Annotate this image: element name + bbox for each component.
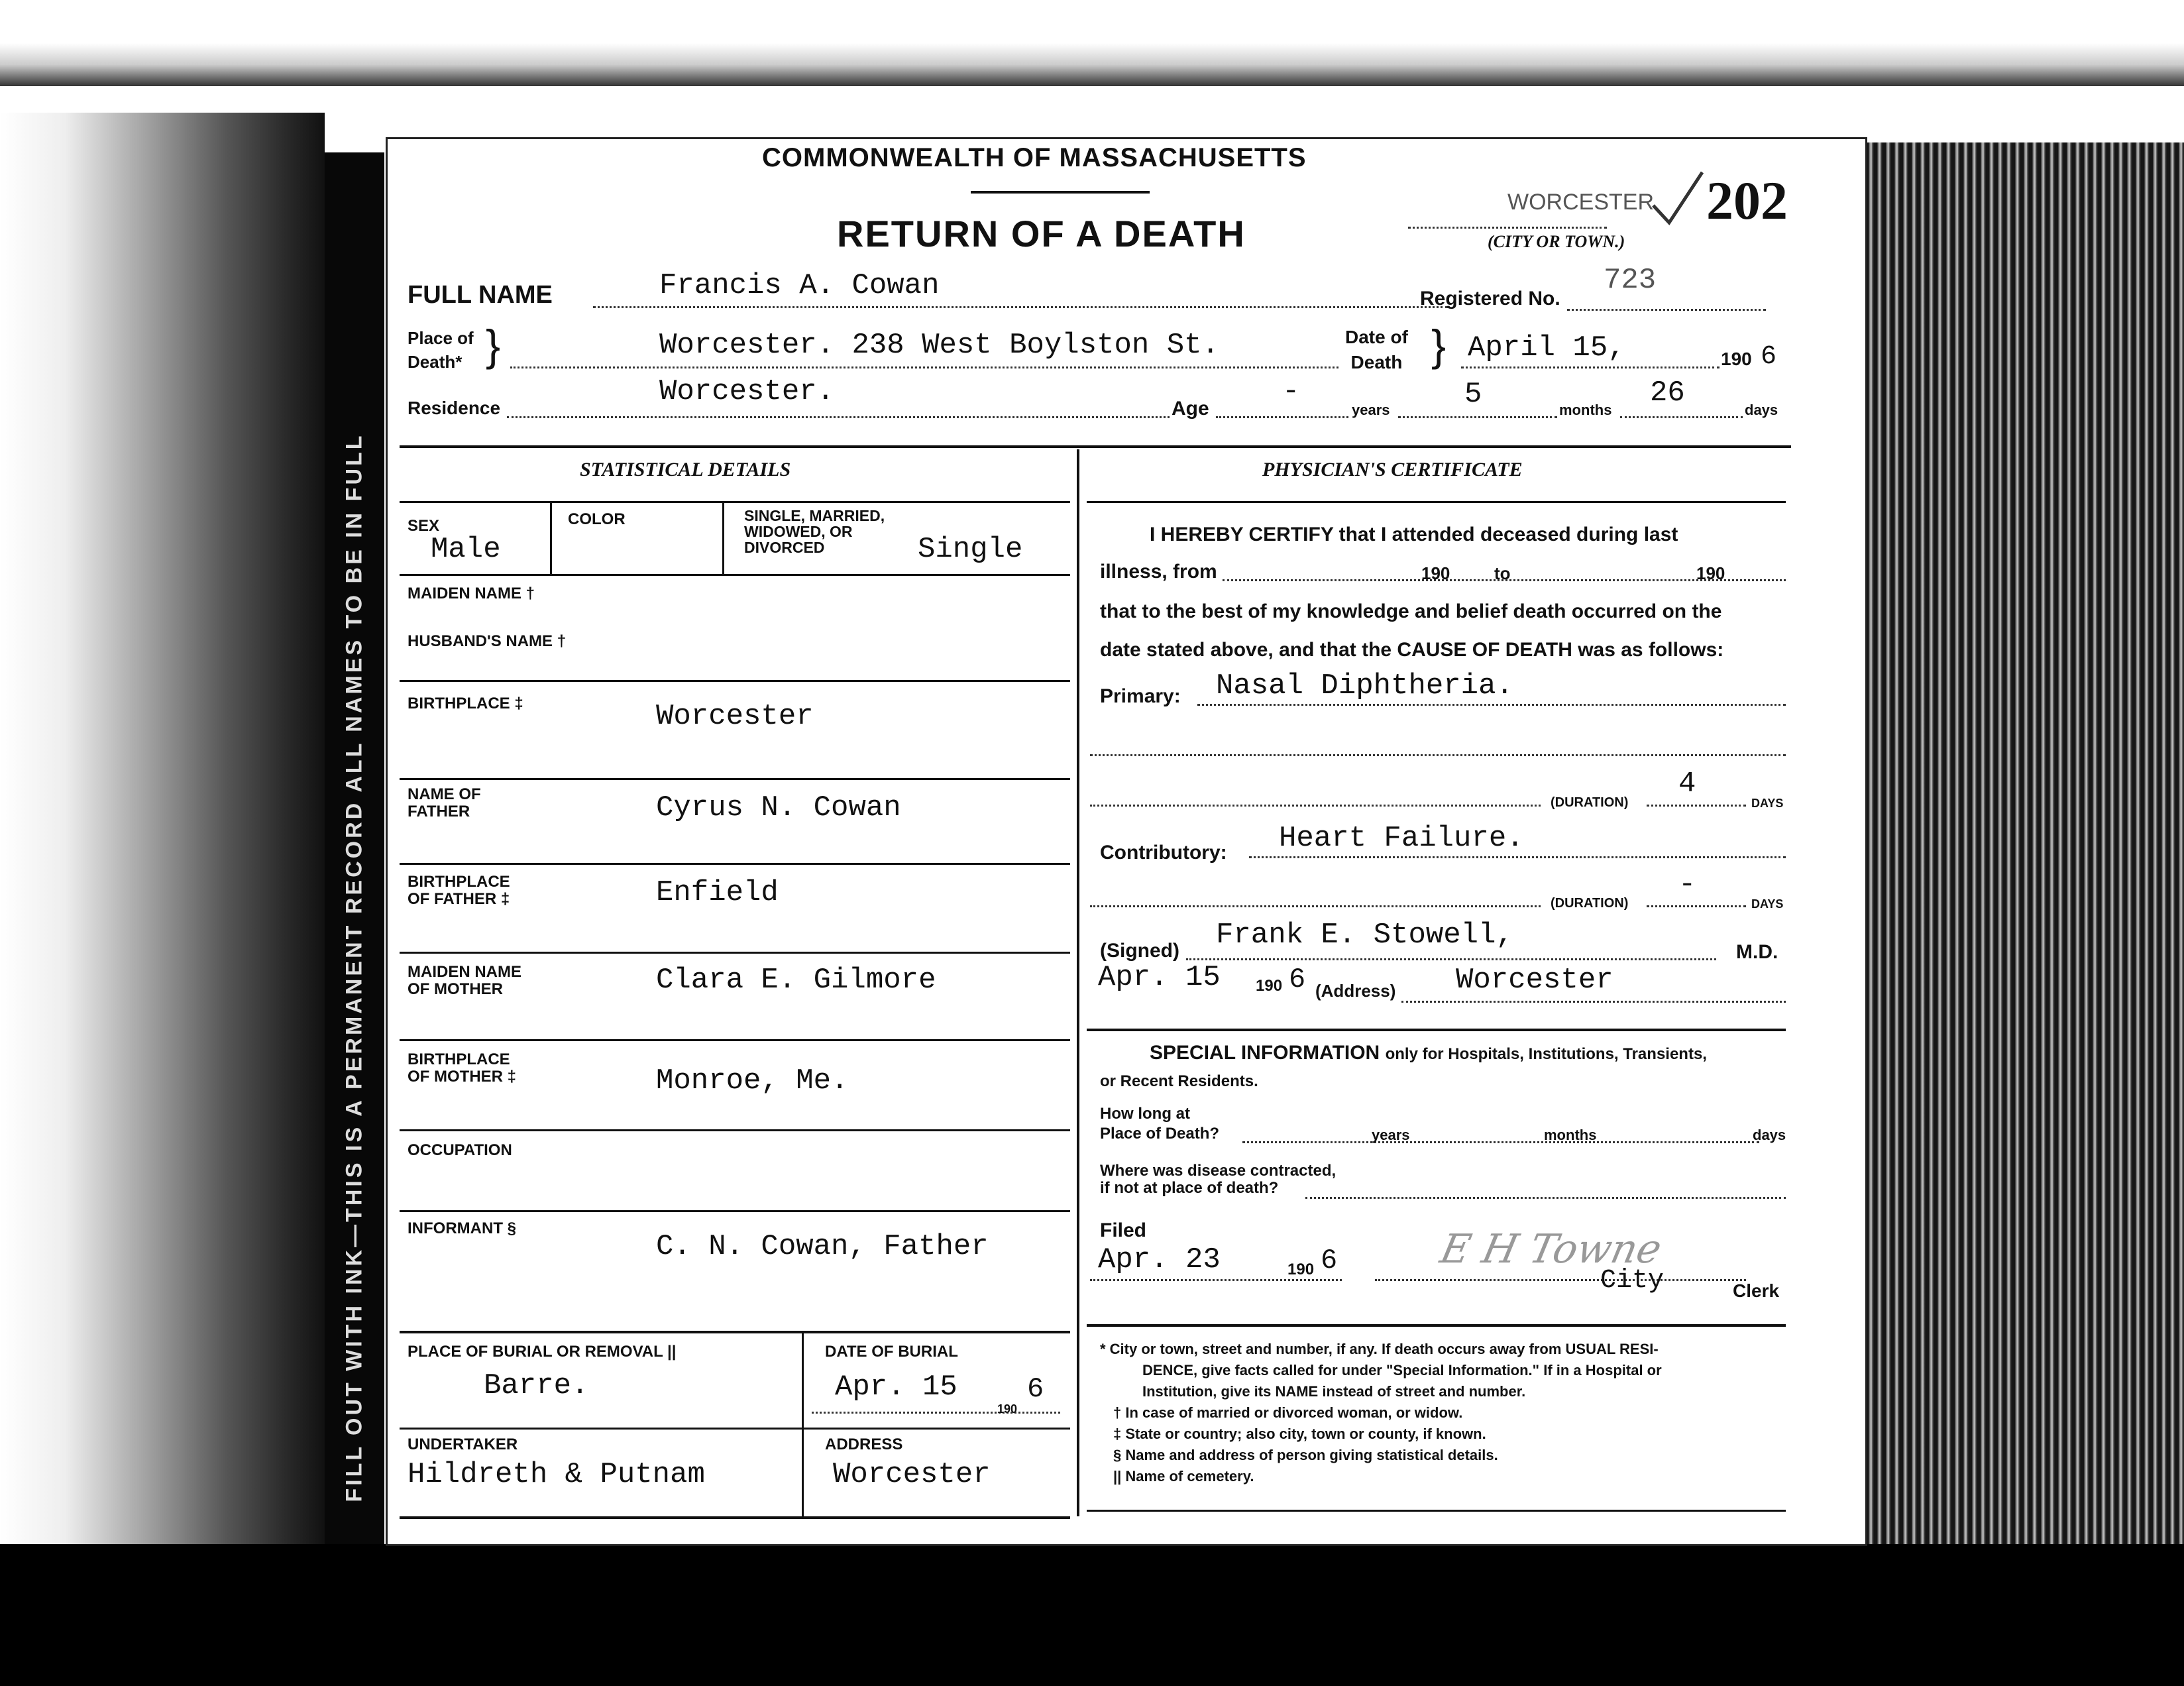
signed-label: (Signed) [1100, 940, 1179, 962]
mother-birthplace: Monroe, Me. [656, 1064, 849, 1097]
place-of-death: Worcester. 238 West Boylston St. [659, 329, 1219, 362]
stat-rule-8 [400, 1129, 1070, 1131]
color-label: COLOR [568, 510, 626, 528]
where-line [1305, 1197, 1786, 1199]
how-long-years-label: years [1372, 1127, 1410, 1143]
marital-label: SINGLE, MARRIED, WIDOWED, OR DIVORCED [744, 507, 885, 556]
clerk-label: Clerk [1733, 1280, 1780, 1301]
date-year-digit: 6 [1761, 342, 1777, 372]
special-heading: SPECIAL INFORMATION only for Hospitals, Institutions, Transients, [1150, 1042, 1707, 1064]
illness-from-label: illness, from [1100, 561, 1217, 583]
death-certificate [388, 139, 1865, 1544]
stat-rule-4 [400, 778, 1070, 780]
birthplace: Worcester [656, 700, 814, 733]
filed-year-prefix: 190 [1287, 1261, 1315, 1278]
illness-to-label: to [1494, 563, 1511, 583]
stat-rule-6 [400, 952, 1070, 954]
registered-label: Registered No. [1420, 288, 1560, 309]
how-long-line [1242, 1141, 1759, 1143]
cert-line-3: that to the best of my knowledge and belief death occurred on the [1100, 600, 1722, 622]
physician-signature: Frank E. Stowell, [1216, 919, 1513, 952]
city-caption: (CITY OR TOWN.) [1488, 232, 1625, 251]
father-name: Cyrus N. Cowan [656, 791, 901, 824]
burial-place-label: PLACE OF BURIAL OR REMOVAL || [408, 1343, 677, 1361]
husband-name-label: HUSBAND'S NAME † [408, 632, 567, 650]
age-days: 26 [1650, 376, 1685, 410]
cert-line-4: date stated above, and that the CAUSE OF DEATH was as follows: [1100, 639, 1724, 661]
burial-date: Apr. 15 [835, 1371, 957, 1404]
special-line-2: or Recent Residents. [1100, 1072, 1258, 1090]
date-line [1461, 366, 1720, 368]
checkmark-icon [1647, 168, 1706, 228]
phys-bottom-rule [1087, 1510, 1786, 1512]
father-birthplace: Enfield [656, 876, 779, 909]
primary-days-label: DAYS [1751, 797, 1784, 810]
contrib-days-label: DAYS [1751, 897, 1784, 911]
maiden-name-label: MAIDEN NAME † [408, 585, 535, 602]
date-year-prefix: 190 [1721, 349, 1752, 369]
place-line [510, 366, 1338, 368]
stat-bottom-rule [400, 1516, 1070, 1519]
occupation-label: OCCUPATION [408, 1141, 512, 1159]
residence-line [507, 416, 1170, 418]
phys-rule-3 [1087, 1324, 1786, 1327]
date-of-death-label: Date of Death [1345, 327, 1408, 372]
contrib-duration-line [1090, 905, 1541, 907]
marital-status: Single [918, 533, 1023, 566]
months-label: months [1559, 402, 1612, 418]
burial-date-line [812, 1412, 1060, 1414]
contributory-line [1249, 856, 1786, 858]
contrib-duration: - [1678, 868, 1696, 901]
primary-line-2 [1090, 754, 1786, 756]
stat-rule-11 [400, 1428, 1070, 1430]
primary-label: Primary: [1100, 685, 1181, 707]
sex-divider [550, 502, 552, 574]
burial-place: Barre. [484, 1369, 589, 1402]
address-line [1401, 1001, 1786, 1003]
age-years: - [1282, 375, 1300, 408]
stat-rule-9 [400, 1210, 1070, 1212]
undertaker-address: Worcester [833, 1458, 991, 1491]
page-number: 202 [1706, 170, 1788, 231]
father-birthplace-label: BIRTHPLACE OF FATHER ‡ [408, 873, 510, 908]
stat-rule-7 [400, 1039, 1070, 1041]
binding-instruction: FILL OUT WITH INK—THIS IS A PERMANENT RECORD ALL NAMES TO BE IN FULL [341, 433, 367, 1502]
footnotes [1100, 1339, 1662, 1487]
state-heading: COMMONWEALTH OF MASSACHUSETTS [762, 143, 1307, 172]
illness-year-b: 190 [1696, 563, 1725, 583]
age-label: Age [1172, 398, 1209, 420]
city-line [1408, 227, 1607, 229]
statistical-heading: STATISTICAL DETAILS [580, 459, 791, 480]
illness-year-a: 190 [1421, 563, 1450, 583]
cert-line-1: I HEREBY CERTIFY that I attended deceased during last [1150, 524, 1678, 545]
burial-year-digit: 6 [1027, 1373, 1044, 1405]
full-name: Francis A. Cowan [659, 269, 940, 302]
how-long-months-label: months [1544, 1127, 1597, 1143]
registered-number: 723 [1604, 264, 1657, 297]
years-label: years [1352, 402, 1390, 418]
footnote-5: || Name of cemetery. [1113, 1468, 1254, 1485]
age-days-line [1620, 416, 1743, 418]
mother-name: Clara E. Gilmore [656, 964, 936, 997]
primary-duration-label: (DURATION) [1551, 795, 1629, 810]
age-months-line [1398, 416, 1557, 418]
age-months: 5 [1464, 378, 1482, 411]
address-label: (Address) [1315, 981, 1396, 1001]
full-name-label: FULL NAME [408, 281, 553, 309]
mother-birthplace-label: BIRTHPLACE OF MOTHER ‡ [408, 1050, 517, 1086]
place-brace: } [486, 321, 501, 370]
scan-bottom-edge [0, 1544, 2184, 1686]
clerk-signature: E H Towne [1436, 1226, 1666, 1272]
primary-cause: Nasal Diphtheria. [1216, 669, 1513, 702]
top-rule [400, 445, 1791, 448]
contributory-label: Contributory: [1100, 842, 1227, 864]
physician-heading: PHYSICIAN'S CERTIFICATE [1262, 459, 1523, 480]
burial-date-label: DATE OF BURIAL [825, 1343, 958, 1361]
contributory-cause: Heart Failure. [1279, 822, 1524, 855]
date-of-death: April 15, [1468, 331, 1625, 365]
residence-label: Residence [408, 398, 501, 418]
informant: C. N. Cowan, Father [656, 1230, 989, 1263]
sex-label: SEX [408, 517, 440, 535]
full-name-line [593, 306, 1448, 308]
residence: Worcester. [659, 375, 835, 408]
filed-label: Filed [1100, 1219, 1147, 1241]
page-title: RETURN OF A DEATH [837, 213, 1246, 254]
phys-rule-2 [1087, 1029, 1786, 1031]
how-long-label: How long at Place of Death? [1100, 1105, 1220, 1143]
mother-label: MAIDEN NAME OF MOTHER [408, 963, 521, 998]
age-years-line [1216, 416, 1348, 418]
city-word: City [1600, 1266, 1665, 1296]
birthplace-label: BIRTHPLACE ‡ [408, 695, 523, 712]
father-label: NAME OF FATHER [408, 785, 481, 820]
primary-days-line [1647, 805, 1746, 807]
stat-rule-2 [400, 574, 1070, 576]
informant-label: INFORMANT § [408, 1219, 516, 1237]
clerk-line [1375, 1279, 1746, 1281]
primary-line [1197, 704, 1786, 706]
undertaker-label: UNDERTAKER [408, 1435, 518, 1453]
how-long-days-label: days [1753, 1127, 1786, 1143]
phys-rule-1 [1087, 501, 1786, 503]
page-edges-right [1865, 142, 2184, 1547]
primary-duration: 4 [1678, 767, 1696, 801]
date-brace: } [1431, 321, 1447, 370]
filed-date-line [1090, 1279, 1342, 1281]
undertaker: Hildreth & Putnam [408, 1458, 705, 1491]
footnote-1a: * City or town, street and number, if any. If death occurs away from USUAL RESI- [1100, 1341, 1659, 1357]
left-page-edge [0, 113, 325, 1544]
days-label: days [1745, 402, 1778, 418]
where-contracted-label: Where was disease contracted, if not at place of death? [1100, 1162, 1337, 1197]
stat-rule-10 [400, 1331, 1070, 1333]
physician-address: Worcester [1456, 964, 1613, 997]
center-divider [1077, 449, 1079, 1516]
undertaker-address-label: ADDRESS [825, 1435, 903, 1453]
place-label: Place of Death* [408, 328, 474, 372]
footnote-3: ‡ State or country; also city, town or county, if known. [1113, 1426, 1486, 1442]
city-name: WORCESTER [1507, 190, 1654, 215]
scan-top-edge [0, 0, 2184, 86]
footnote-2: † In case of married or divorced woman, or widow. [1113, 1404, 1463, 1421]
contrib-duration-label: (DURATION) [1551, 896, 1629, 911]
sign-date: Apr. 15 [1098, 961, 1221, 994]
color-divider [722, 502, 724, 574]
filed-date: Apr. 23 [1098, 1243, 1221, 1276]
stat-rule-5 [400, 863, 1070, 865]
stat-rule-3 [400, 680, 1070, 682]
primary-duration-line [1090, 805, 1541, 807]
filed-year-digit: 6 [1321, 1245, 1338, 1276]
footnote-1c: Institution, give its NAME instead of street and number. [1142, 1383, 1526, 1400]
footnote-4: § Name and address of person giving statistical details. [1113, 1447, 1498, 1463]
header-rule [971, 191, 1150, 194]
contrib-days-line [1647, 905, 1746, 907]
burial-divider [802, 1332, 804, 1428]
registered-line [1567, 309, 1766, 311]
signed-line [1186, 958, 1716, 960]
sign-year-prefix: 190 [1256, 977, 1283, 995]
footnote-1b: DENCE, give facts called for under "Special Information." If in a Hospital or [1142, 1362, 1662, 1378]
sign-year-digit: 6 [1289, 964, 1306, 995]
burial-year-prefix: 190 [997, 1402, 1018, 1416]
sex: Male [431, 533, 501, 566]
md-label: M.D. [1736, 941, 1778, 963]
undertaker-divider [802, 1428, 804, 1516]
stat-rule-1 [400, 501, 1070, 503]
